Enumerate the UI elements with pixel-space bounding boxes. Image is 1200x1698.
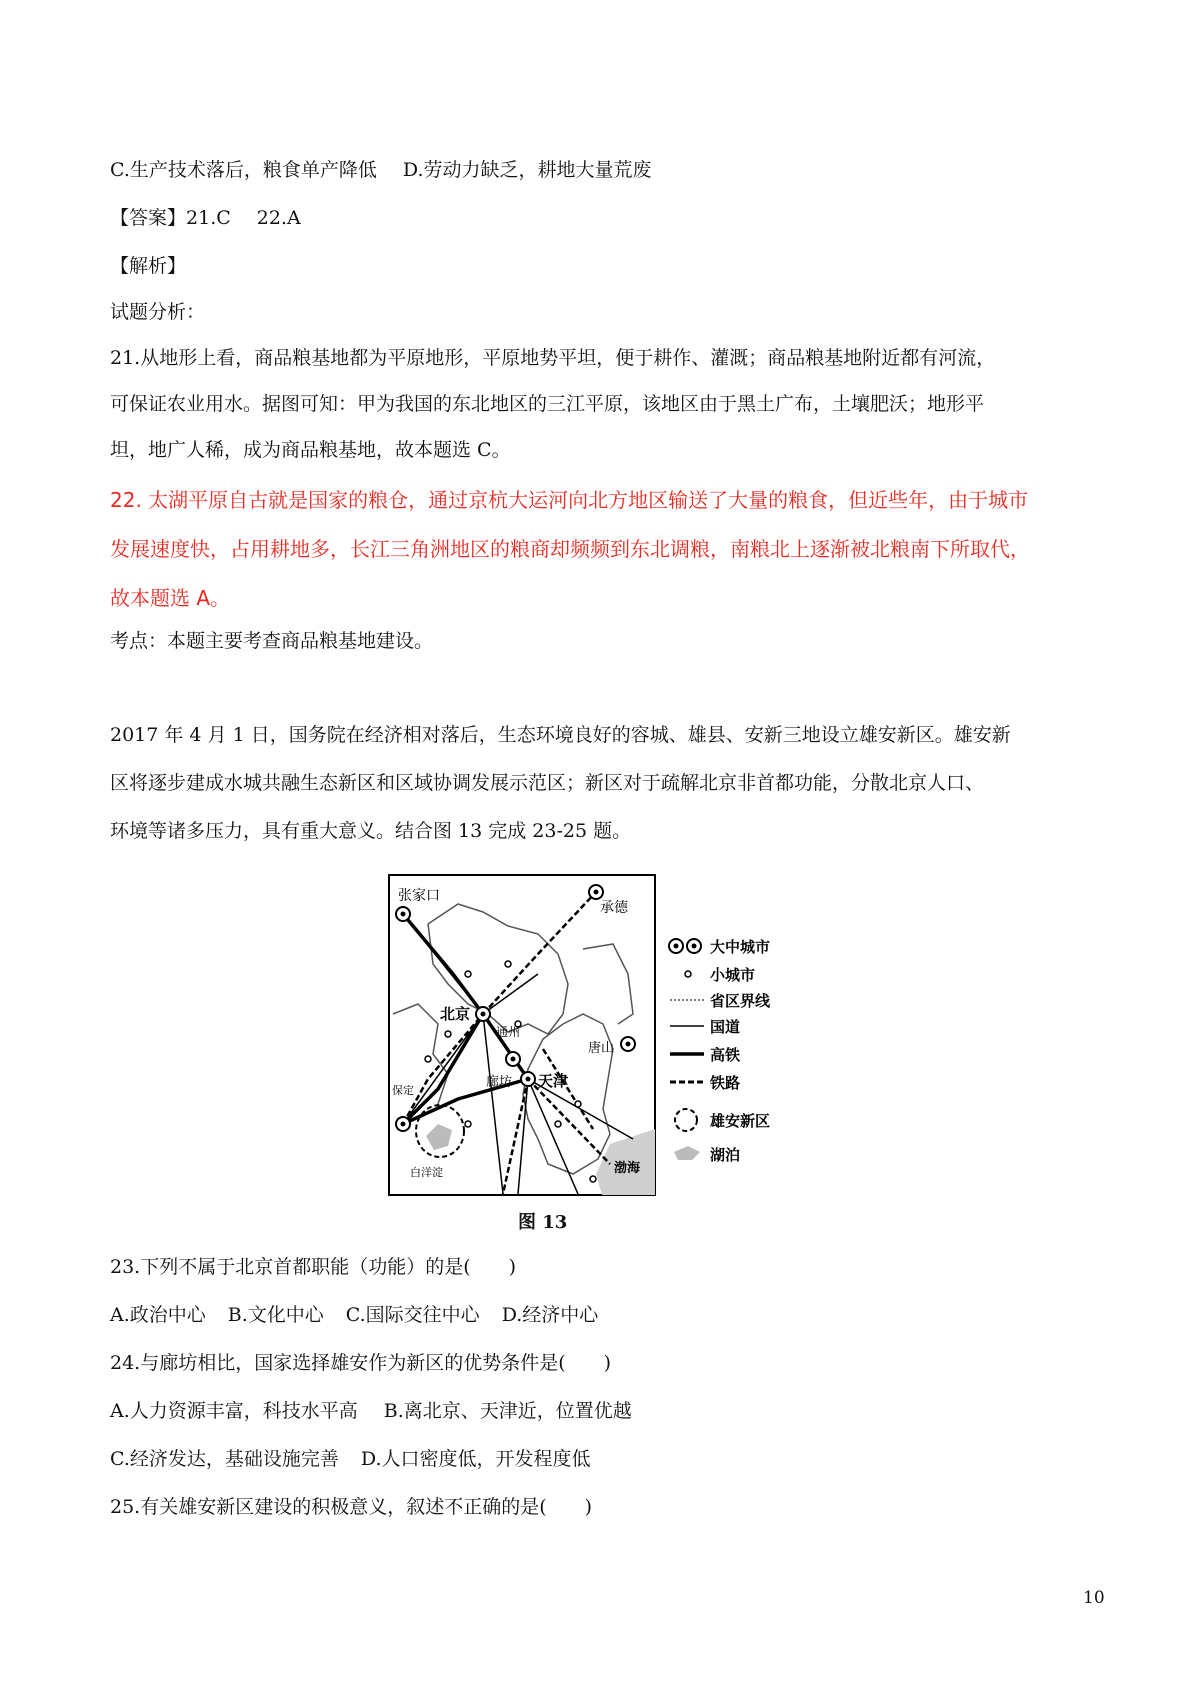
label-beijing: 北京 bbox=[440, 1005, 471, 1023]
small-city bbox=[465, 971, 471, 977]
intro-line-1: 2017 年 4 月 1 日，国务院在经济相对落后，生态环境良好的容城、雄县、安新三地设立雄安新区。雄安新 bbox=[110, 724, 1011, 746]
label-chengde: 承德 bbox=[600, 900, 628, 916]
label-tianjin: 天津 bbox=[538, 1072, 569, 1090]
legend-large-city-label: 大中城市 bbox=[710, 938, 771, 956]
q23-options bbox=[110, 1300, 598, 1327]
label-baiyangdian: 白洋淀 bbox=[410, 1166, 443, 1179]
city-marker-langfang bbox=[506, 1052, 520, 1066]
q24-option-a: A.人力资源丰富，科技水平高 bbox=[110, 1400, 358, 1422]
label-bohai: 渤海 bbox=[614, 1161, 641, 1176]
exp22-line-3: 故本题选 A。 bbox=[110, 586, 231, 610]
legend-lake bbox=[674, 1146, 740, 1164]
legend-national-road bbox=[670, 1018, 740, 1036]
city-marker-chengde bbox=[589, 885, 603, 899]
answer-label: 【答案】 bbox=[110, 207, 187, 229]
intro-line-3: 环境等诸多压力，具有重大意义。结合图 13 完成 23-25 题。 bbox=[110, 820, 632, 842]
q25-stem: 25.有关雄安新区建设的积极意义，叙述不正确的是( ) bbox=[110, 1496, 593, 1518]
q24-option-d: D.人口密度低，开发程度低 bbox=[360, 1448, 591, 1470]
city-marker-tianjin bbox=[521, 1072, 535, 1086]
legend-railway bbox=[670, 1074, 740, 1092]
small-city bbox=[555, 1121, 561, 1127]
label-zhangjiakou: 张家口 bbox=[398, 888, 440, 904]
small-city bbox=[445, 1031, 451, 1037]
page-number: 10 bbox=[1083, 1588, 1105, 1608]
xiongan-map bbox=[388, 874, 808, 1204]
q24-options-cd bbox=[110, 1444, 591, 1471]
legend-small-city-label: 小城市 bbox=[710, 966, 756, 984]
legend-high-speed-rail bbox=[670, 1046, 740, 1064]
q24-option-b: B.离北京、天津近，位置优越 bbox=[383, 1400, 632, 1422]
small-city bbox=[505, 961, 511, 967]
legend-large-city bbox=[669, 938, 770, 956]
legend-lake-label: 湖泊 bbox=[710, 1146, 741, 1164]
exp22-line-2: 发展速度快，占用耕地多，长江三角洲地区的粮商却频频到东北调粮，南粮北上逐渐被北粮南下所取代， bbox=[110, 537, 1030, 561]
q22-options-line bbox=[110, 155, 652, 182]
legend-boundary bbox=[670, 992, 771, 1010]
legend-xiongan bbox=[675, 1109, 770, 1131]
intro-line-2: 区将逐步建成水城共融生态新区和区域协调发展示范区；新区对于疏解北京非首都功能，分散北京人口、 bbox=[110, 772, 985, 794]
small-city bbox=[590, 1176, 596, 1182]
q22-option-d: D.劳动力缺乏，耕地大量荒废 bbox=[402, 159, 652, 181]
map-legend bbox=[669, 938, 771, 1164]
legend-boundary-label: 省区界线 bbox=[710, 992, 771, 1010]
legend-high-speed-rail-label: 高铁 bbox=[710, 1046, 741, 1064]
analysis-label: 【解析】 bbox=[110, 255, 187, 277]
legend-railway-label: 铁路 bbox=[710, 1074, 741, 1092]
city-marker-tangshan bbox=[621, 1037, 635, 1051]
legend-xiongan-label: 雄安新区 bbox=[710, 1112, 771, 1130]
q23-option-a: A.政治中心 bbox=[110, 1304, 206, 1326]
q24-options-ab bbox=[110, 1396, 632, 1423]
answer-22: 22.A bbox=[256, 207, 301, 229]
q24-option-c: C.经济发达，基础设施完善 bbox=[110, 1448, 339, 1470]
legend-small-city bbox=[685, 966, 755, 984]
label-langfang: 廊坊 bbox=[486, 1075, 513, 1090]
q24-stem: 24.与廊坊相比，国家选择雄安作为新区的优势条件是( ) bbox=[110, 1352, 612, 1374]
small-city bbox=[465, 1121, 471, 1127]
q23-option-c: C.国际交往中心 bbox=[345, 1304, 480, 1326]
exp21-line-3: 坦，地广人稀，成为商品粮基地，故本题选 C。 bbox=[110, 439, 511, 461]
legend-national-road-label: 国道 bbox=[710, 1018, 741, 1036]
kaodian: 考点：本题主要考查商品粮基地建设。 bbox=[110, 630, 434, 652]
city-marker-zhangjiakou bbox=[396, 907, 410, 921]
label-baoding: 保定 bbox=[392, 1084, 414, 1097]
city-marker-baoding bbox=[396, 1117, 410, 1131]
small-city bbox=[575, 1101, 581, 1107]
exp21-line-2: 可保证农业用水。据图可知：甲为我国的东北地区的三江平原，该地区由于黑土广布，土壤肥沃；地形平 bbox=[110, 393, 985, 415]
q23-option-b: B.文化中心 bbox=[227, 1304, 324, 1326]
small-city bbox=[425, 1056, 431, 1062]
answer-line bbox=[110, 203, 301, 230]
figure-caption: 图 13 bbox=[518, 1212, 568, 1233]
answer-21: 21.C bbox=[186, 207, 231, 229]
q23-option-d: D.经济中心 bbox=[501, 1304, 599, 1326]
analysis-subtitle: 试题分析： bbox=[110, 301, 206, 323]
exp21-line-1: 21.从地形上看，商品粮基地都为平原地形，平原地势平坦，便于耕作、灌溉；商品粮基地附近都有河流， bbox=[110, 347, 996, 369]
q22-option-c: C.生产技术落后，粮食单产降低 bbox=[110, 159, 377, 181]
city-marker-beijing bbox=[476, 1007, 490, 1021]
exp22-line-1: 22. 太湖平原自古就是国家的粮仓，通过京杭大运河向北方地区输送了大量的粮食，但近些年，由于城市 bbox=[110, 488, 1029, 512]
label-tangshan: 唐山 bbox=[588, 1041, 615, 1056]
q23-stem: 23.下列不属于北京首都职能（功能）的是( ) bbox=[110, 1256, 517, 1278]
label-tongzhou: 通州 bbox=[496, 1025, 521, 1039]
